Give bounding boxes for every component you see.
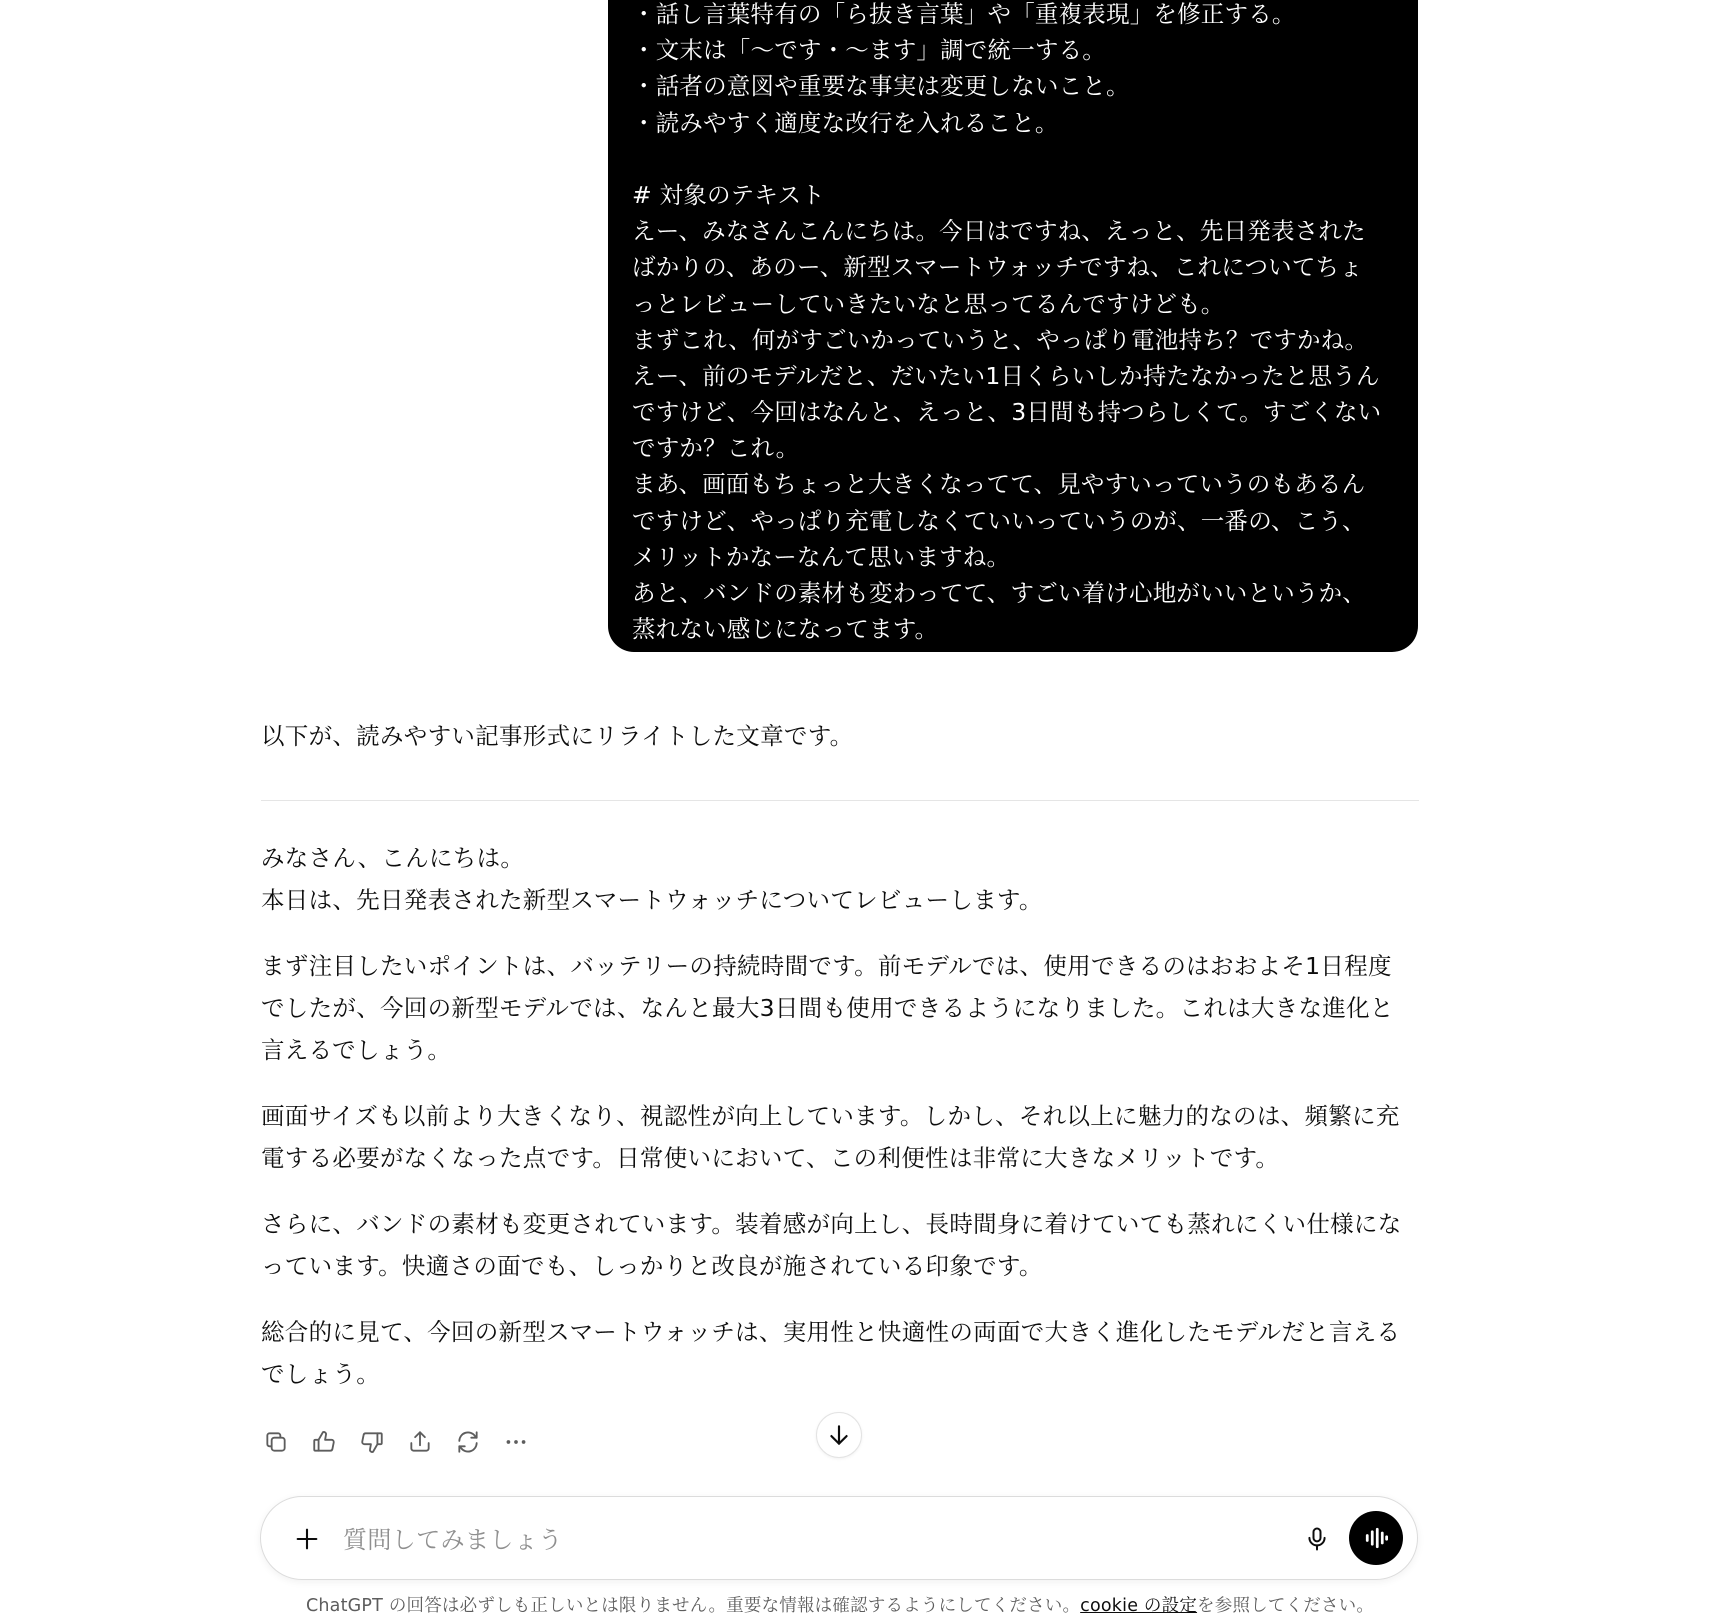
attach-button[interactable] [287,1519,327,1559]
user-message-line: ばかりの、あのー、新型スマートウォッチですね、これについてちょ [632,253,1363,282]
assistant-paragraph-line: でしたが、今回の新型モデルでは、なんと最大3日間も使用できるようになりました。これは大きな進化と [261,994,1394,1022]
copy-icon [263,1429,289,1455]
user-message-line: ですけど、やっぱり充電しなくていいっていうのが、一番の、こう、 [632,506,1366,535]
assistant-paragraph-line: っています。快適さの面でも、しっかりと改良が施されている印象です。 [261,1252,1043,1280]
thumbs-down-icon [359,1429,385,1455]
share-icon [407,1429,433,1455]
user-message-line: えー、前のモデルだと、だいたい1日くらいしか持たなかったと思うん [632,361,1380,390]
assistant-paragraph [261,1203,1421,1287]
share-button[interactable] [402,1424,438,1460]
user-message-bubble [608,0,1418,652]
user-message-line: メリットかなーなんて思いますね。 [632,542,1011,571]
voice-waveform-icon [1361,1523,1391,1553]
user-message-line: ですか？これ。 [632,434,800,463]
assistant-paragraph [261,945,1421,1071]
message-actions [258,1420,534,1464]
prompt-input[interactable] [341,1515,1245,1565]
assistant-paragraph-line: 本日は、先日発表された新型スマートウォッチについてレビューします。 [261,886,1043,914]
user-message-line: ・話し言葉特有の「ら抜き言葉」や「重複表現」を修正する。 [632,0,1296,28]
disclaimer-suffix: を参照してください。 [1197,1596,1375,1616]
composer [260,1496,1418,1580]
scroll-to-bottom-button[interactable] [816,1412,862,1458]
user-message-line: まずこれ、何がすごいかっていうと、やっぱり電池持ち？ですかね。 [632,325,1369,354]
plus-icon [293,1525,321,1553]
assistant-paragraph-line: 言えるでしょう。 [261,1036,452,1064]
assistant-paragraph-line: でしょう。 [261,1360,380,1388]
dictate-button[interactable] [1295,1517,1339,1561]
copy-button[interactable] [258,1424,294,1460]
user-message-text [632,0,1394,647]
assistant-paragraph [261,1311,1421,1395]
regenerate-button[interactable] [450,1424,486,1460]
assistant-intro: 以下が、読みやすい記事形式にリライトした文章です。 [261,722,854,750]
user-message-line: まあ、画面もちょっと大きくなってて、見やすいっていうのもあるん [632,470,1366,499]
more-button[interactable] [498,1424,534,1460]
voice-mode-button[interactable] [1349,1511,1403,1565]
user-message-line: 蒸れない感じになってます。 [632,615,939,644]
assistant-paragraph-line: 電する必要がなくなった点です。日常使いにおいて、この利便性は非常に大きなメリットです。 [261,1144,1280,1172]
thumbs-up-icon [311,1429,337,1455]
user-message-line: ・文末は「〜です・〜ます」調で統一する。 [632,36,1106,65]
assistant-paragraph-line: さらに、バンドの素材も変更されています。装着感が向上し、長時間身に着けていても蒸れにくい仕様にな [261,1210,1402,1238]
more-icon [503,1429,529,1455]
user-message-line: ですけど、今回はなんと、えっと、3日間も持つらしくて。すごくない [632,398,1382,427]
arrow-down-icon [826,1422,852,1448]
microphone-icon [1303,1525,1331,1553]
disclaimer [0,1592,1680,1617]
assistant-paragraph-line: まず注目したいポイントは、バッテリーの持続時間です。前モデルでは、使用できるのはおおよそ1日程度 [261,952,1392,980]
thumbs-up-button[interactable] [306,1424,342,1460]
disclaimer-text: ChatGPT の回答は必ずしも正しいとは限りません。重要な情報は確認するようにしてください。 [305,1596,1081,1616]
refresh-icon [455,1429,481,1455]
assistant-paragraph [261,837,1421,921]
thumbs-down-button[interactable] [354,1424,390,1460]
user-message-line: ・話者の意図や重要な事実は変更しないこと。 [632,72,1130,101]
assistant-paragraph-line: 総合的に見て、今回の新型スマートウォッチは、実用性と快適性の両面で大きく進化したモデルだと言える [261,1318,1401,1346]
user-message-line [632,141,1394,177]
user-message-line: ・読みやすく適度な改行を入れること。 [632,108,1059,137]
assistant-paragraph-line: 画面サイズも以前より大きくなり、視認性が向上しています。しかし、それ以上に魅力的なのは、頻繁に充 [261,1102,1400,1130]
user-message-line: っとレビューしていきたいなと思ってるんですけども。 [632,289,1225,318]
user-message-line: えー、みなさんこんにちは。今日はですね、えっと、先日発表された [632,217,1366,246]
divider [261,800,1419,801]
user-message-line: あと、バンドの素材も変わってて、すごい着け心地がいいというか、 [632,579,1366,607]
user-message-line: # 対象のテキスト [632,180,825,209]
assistant-paragraph [261,1095,1421,1179]
cookie-settings-link[interactable]: cookie の設定 [1080,1596,1198,1616]
assistant-paragraph-line: みなさん、こんにちは。 [261,844,525,872]
